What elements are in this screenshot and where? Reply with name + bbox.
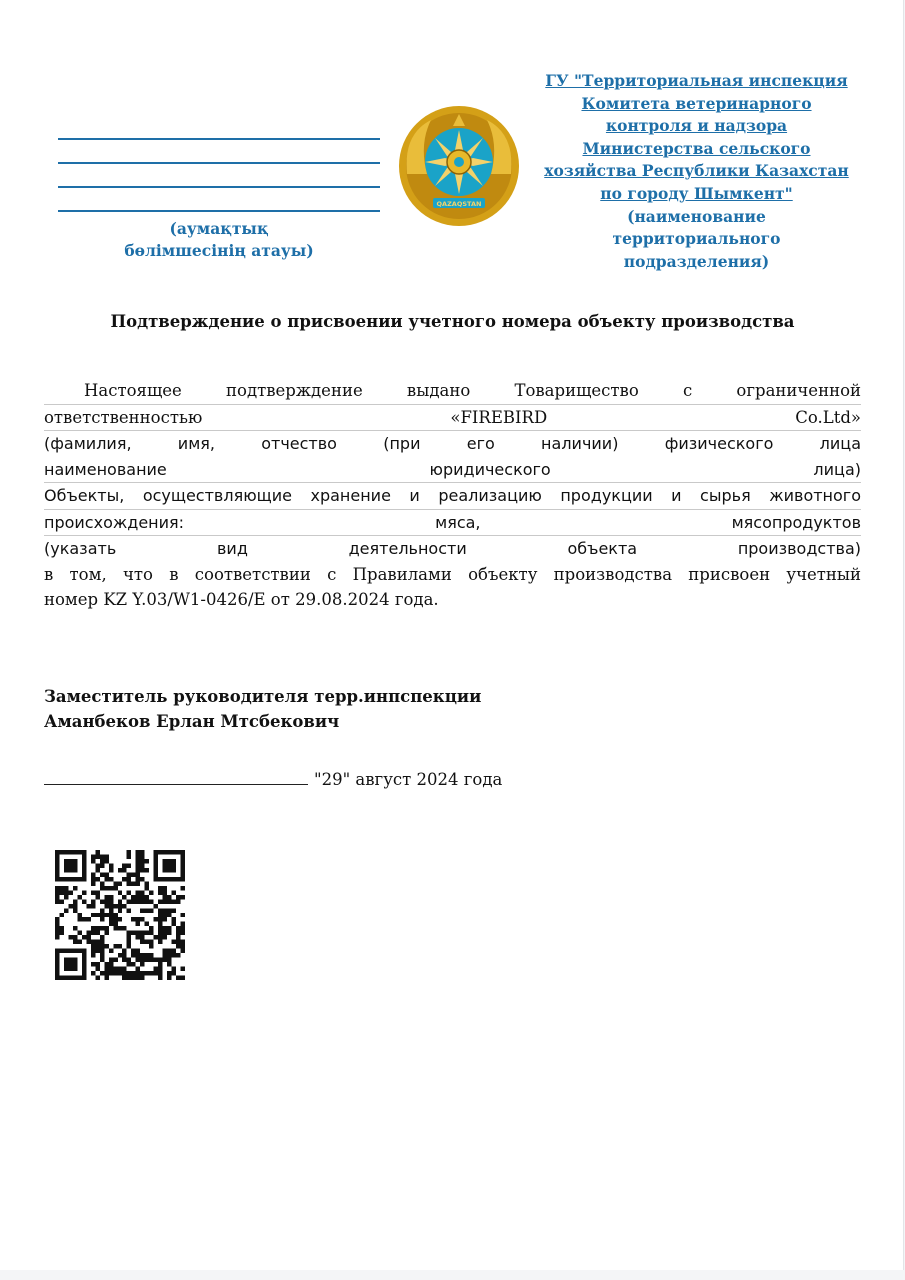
org-name-line: Комитета ветеринарного bbox=[581, 93, 812, 113]
issue-date: "29" август 2024 года bbox=[314, 770, 503, 789]
blank-line bbox=[58, 118, 380, 140]
caption-line: подразделения) bbox=[623, 251, 770, 271]
caption-line: территориального bbox=[612, 229, 781, 249]
blank-line bbox=[58, 190, 380, 212]
signatory-name: Аманбеков Ерлан Мтсбекович bbox=[44, 712, 340, 731]
blank-line bbox=[58, 142, 380, 164]
caption-line: бөлімшесінің атауы) bbox=[124, 241, 314, 260]
body-line: происхождения: мяса, мясопродуктов bbox=[44, 510, 861, 537]
document-body bbox=[44, 378, 861, 613]
body-line: (указать вид деятельности объекта производства) bbox=[44, 539, 861, 558]
body-line: номер KZ Y.03/W1-0426/E от 29.08.2024 года. bbox=[44, 590, 439, 609]
body-line: ответственностью «FIREBIRD Co.Ltd» bbox=[44, 405, 861, 432]
body-line: наименование юридического лица) bbox=[44, 457, 861, 484]
org-name-line: ГУ "Территориальная инспекция bbox=[545, 71, 848, 90]
state-emblem-icon bbox=[397, 104, 521, 228]
caption-line: (наименование bbox=[627, 206, 766, 226]
body-line: в том, что в соответствии с Правилами объекту производства присвоен учетный bbox=[44, 564, 861, 584]
document-title: Подтверждение о присвоении учетного номера объекту производства bbox=[110, 312, 795, 331]
body-line: (фамилия, имя, отчество (при его наличии) физического лица bbox=[44, 434, 861, 453]
left-header-block bbox=[58, 118, 380, 262]
left-header-caption bbox=[58, 218, 380, 262]
caption-line: (аумақтық bbox=[169, 219, 269, 238]
emblem-text: QAZAQSTAN bbox=[436, 200, 482, 208]
right-header-block bbox=[528, 70, 865, 273]
date-line bbox=[44, 770, 502, 789]
blank-line bbox=[58, 166, 380, 188]
qr-code-icon bbox=[55, 850, 185, 980]
org-name-line: по городу Шымкент" bbox=[600, 183, 793, 203]
signature-blank bbox=[44, 770, 308, 785]
signatory-block bbox=[44, 684, 481, 734]
org-name-line: хозяйства Республики Казахстан bbox=[544, 161, 849, 181]
signatory-position: Заместитель руководителя терр.инпспекции bbox=[44, 687, 482, 706]
org-name-line: контроля и надзора bbox=[605, 116, 788, 136]
org-name-line: Министерства сельского bbox=[582, 138, 811, 158]
body-line: Настоящее подтверждение выдано Товарищество с ограниченной bbox=[44, 378, 861, 405]
body-line: Объекты, осуществляющие хранение и реализацию продукции и сырья животного bbox=[44, 483, 861, 510]
